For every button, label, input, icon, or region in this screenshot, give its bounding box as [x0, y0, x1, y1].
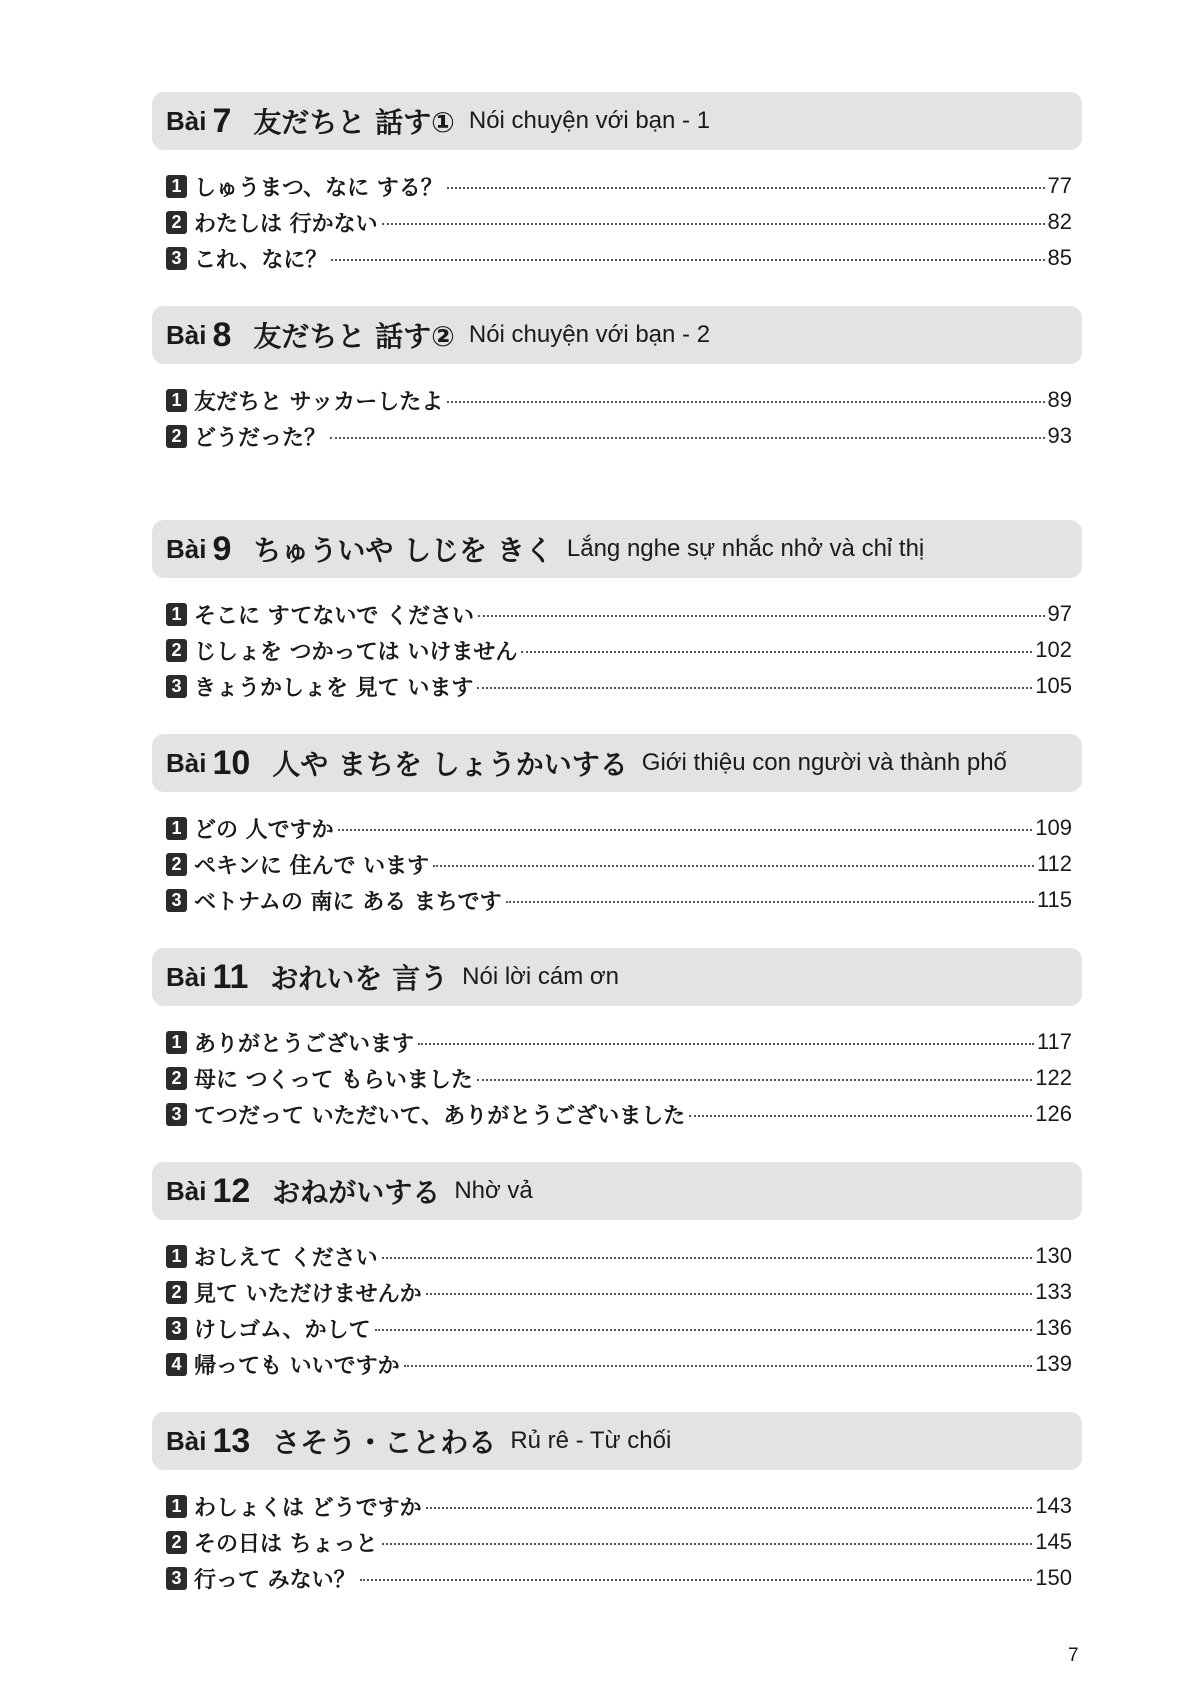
lesson-title-jp: おれいを 言う: [270, 962, 449, 995]
toc-entry[interactable]: [166, 168, 1072, 204]
toc-entry[interactable]: [166, 1274, 1072, 1310]
lesson-13: [152, 1412, 1082, 1626]
lesson-items: [152, 382, 1082, 454]
item-page-number: 82: [1047, 209, 1072, 234]
item-number-badge: 2: [166, 425, 187, 448]
item-title: ありがとうございます: [194, 1031, 415, 1057]
dot-leader: [477, 687, 1032, 689]
lesson-items: [152, 810, 1082, 918]
lesson-title-jp: ちゅういや しじを きく: [253, 534, 553, 567]
lesson-title-jp: おねがいする: [272, 1176, 441, 1209]
lesson-items: [152, 596, 1082, 704]
lesson-title-jp: 友だちと 話す②: [253, 320, 455, 353]
lesson-title-vn: Nói lời cám ơn: [462, 963, 620, 990]
toc-entry[interactable]: [166, 632, 1072, 668]
item-number-badge: 3: [166, 1567, 187, 1590]
toc-entry[interactable]: [166, 382, 1072, 418]
item-number-badge: 2: [166, 1067, 187, 1090]
toc-entry[interactable]: [166, 1060, 1072, 1096]
lesson-items: [152, 168, 1082, 276]
dot-leader: [331, 259, 1044, 261]
dot-leader: [360, 1579, 1033, 1581]
toc-entry[interactable]: [166, 1524, 1072, 1560]
item-number-badge: 1: [166, 389, 187, 412]
item-number-badge: 1: [166, 603, 187, 626]
lesson-header: [152, 92, 1082, 150]
item-title: ペキンに 住んで います: [194, 853, 430, 879]
toc-entry[interactable]: [166, 1024, 1072, 1060]
item-page-number: 126: [1035, 1101, 1072, 1126]
lesson-number: 12: [212, 1171, 251, 1210]
lesson-title-vn: Lắng nghe sự nhắc nhở và chỉ thị: [566, 535, 925, 562]
toc-entry[interactable]: [166, 810, 1072, 846]
toc-entry[interactable]: [166, 240, 1072, 276]
toc-entry[interactable]: [166, 1096, 1072, 1132]
item-title: そこに すてないで ください: [194, 603, 474, 629]
item-title: しゅうまつ、なに する？: [194, 175, 443, 201]
lesson-number: 9: [212, 529, 232, 568]
item-title: その日は ちょっと: [194, 1531, 378, 1557]
item-title: わしょくは どうですか: [194, 1495, 422, 1521]
item-page-number: 130: [1035, 1243, 1072, 1268]
item-number-badge: 2: [166, 639, 187, 662]
lesson-items: [152, 1238, 1082, 1382]
item-number-badge: 3: [166, 675, 187, 698]
dot-leader: [404, 1365, 1033, 1367]
lesson-label: Bài: [166, 1175, 207, 1206]
dot-leader: [330, 437, 1045, 439]
lesson-number: 11: [212, 957, 249, 996]
lesson-items: [152, 1488, 1082, 1596]
lesson-12: [152, 1162, 1082, 1412]
lesson-number: 7: [212, 101, 232, 140]
dot-leader: [418, 1043, 1034, 1045]
item-page-number: 77: [1047, 173, 1072, 198]
item-page-number: 109: [1035, 815, 1072, 840]
item-number-badge: 1: [166, 1031, 187, 1054]
lesson-header: [152, 520, 1082, 578]
dot-leader: [433, 865, 1034, 867]
toc-entry[interactable]: [166, 668, 1072, 704]
toc-entry[interactable]: [166, 846, 1072, 882]
item-page-number: 145: [1035, 1529, 1072, 1554]
lesson-title-vn: Giới thiệu con người và thành phố: [641, 749, 1007, 776]
item-title: ベトナムの 南に ある まちです: [194, 889, 502, 915]
item-page-number: 122: [1035, 1065, 1072, 1090]
item-number-badge: 2: [166, 1531, 187, 1554]
toc-entry[interactable]: [166, 1488, 1072, 1524]
lesson-title-vn: Nói chuyện với bạn - 1: [468, 107, 711, 134]
item-number-badge: 3: [166, 889, 187, 912]
dot-leader: [689, 1115, 1032, 1117]
lesson-title-vn: Nhờ vả: [454, 1177, 533, 1204]
lesson-header: [152, 1412, 1082, 1470]
lesson-header: [152, 306, 1082, 364]
item-page-number: 97: [1047, 601, 1072, 626]
item-page-number: 89: [1047, 387, 1072, 412]
lesson-11: [152, 948, 1082, 1162]
lesson-number: 8: [212, 315, 232, 354]
dot-leader: [382, 1543, 1033, 1545]
item-title: 友だちと サッカーしたよ: [194, 389, 444, 415]
item-number-badge: 1: [166, 817, 187, 840]
lesson-label: Bài: [166, 319, 207, 350]
item-page-number: 133: [1035, 1279, 1072, 1304]
table-of-contents: [152, 92, 1082, 1626]
dot-leader: [478, 615, 1045, 617]
item-number-badge: 4: [166, 1353, 187, 1376]
item-number-badge: 2: [166, 1281, 187, 1304]
item-page-number: 115: [1036, 887, 1072, 912]
toc-entry[interactable]: [166, 596, 1072, 632]
toc-entry[interactable]: [166, 882, 1072, 918]
toc-entry[interactable]: [166, 1238, 1072, 1274]
dot-leader: [426, 1293, 1033, 1295]
lesson-title-jp: さそう・ことわる: [272, 1426, 497, 1459]
item-number-badge: 1: [166, 1245, 187, 1268]
item-title: 見て いただけませんか: [194, 1281, 422, 1307]
item-title: どの 人ですか: [194, 817, 334, 843]
lesson-header: [152, 948, 1082, 1006]
lesson-8: [152, 306, 1082, 520]
lesson-header: [152, 734, 1082, 792]
dot-leader: [426, 1507, 1033, 1509]
dot-leader: [477, 1079, 1032, 1081]
dot-leader: [521, 651, 1032, 653]
page-number: 7: [1068, 1645, 1079, 1666]
item-page-number: 102: [1035, 637, 1072, 662]
item-page-number: 139: [1035, 1351, 1072, 1376]
lesson-label: Bài: [166, 105, 207, 136]
item-page-number: 112: [1036, 851, 1072, 876]
item-page-number: 136: [1035, 1315, 1072, 1340]
lesson-number: 13: [212, 1421, 251, 1460]
lesson-10: [152, 734, 1082, 948]
lesson-number: 10: [212, 743, 251, 782]
dot-leader: [447, 401, 1044, 403]
item-number-badge: 3: [166, 1317, 187, 1340]
lesson-title-vn: Rủ rê - Từ chối: [510, 1427, 672, 1454]
toc-entry[interactable]: [166, 418, 1072, 454]
item-number-badge: 3: [166, 247, 187, 270]
item-page-number: 150: [1035, 1565, 1072, 1590]
lesson-header: [152, 1162, 1082, 1220]
dot-leader: [338, 829, 1033, 831]
dot-leader: [382, 1257, 1033, 1259]
dot-leader: [506, 901, 1034, 903]
item-title: 行って みない？: [194, 1567, 356, 1593]
item-page-number: 105: [1035, 673, 1072, 698]
item-page-number: 117: [1036, 1029, 1072, 1054]
item-title: 母に つくって もらいました: [194, 1067, 473, 1093]
item-number-badge: 2: [166, 853, 187, 876]
lesson-9: [152, 520, 1082, 734]
lesson-title-vn: Nói chuyện với bạn - 2: [468, 321, 711, 348]
item-page-number: 93: [1047, 423, 1072, 448]
lesson-7: [152, 92, 1082, 306]
toc-entry[interactable]: [166, 1310, 1072, 1346]
dot-leader: [447, 187, 1045, 189]
item-number-badge: 1: [166, 1495, 187, 1518]
item-title: てつだって いただいて、ありがとうございました: [194, 1103, 686, 1129]
item-page-number: 85: [1047, 245, 1072, 270]
lesson-label: Bài: [166, 533, 207, 564]
toc-entry[interactable]: [166, 1346, 1072, 1382]
item-page-number: 143: [1035, 1493, 1072, 1518]
item-title: わたしは 行かない: [194, 211, 378, 237]
lesson-label: Bài: [166, 1425, 207, 1456]
item-title: きょうかしょを 見て います: [194, 675, 474, 701]
lesson-label: Bài: [166, 961, 207, 992]
lesson-label: Bài: [166, 747, 207, 778]
item-title: どうだった？: [194, 425, 327, 451]
dot-leader: [382, 223, 1045, 225]
lesson-items: [152, 1024, 1082, 1132]
toc-entry[interactable]: [166, 1560, 1072, 1596]
item-title: これ、なに？: [194, 247, 328, 273]
item-number-badge: 1: [166, 175, 187, 198]
dot-leader: [375, 1329, 1033, 1331]
lesson-title-jp: 人や まちを しょうかいする: [272, 748, 628, 781]
item-title: じしょを つかっては いけません: [194, 639, 518, 665]
item-title: けしゴム、かして: [194, 1317, 371, 1343]
item-number-badge: 3: [166, 1103, 187, 1126]
item-title: おしえて ください: [194, 1245, 378, 1271]
item-number-badge: 2: [166, 211, 187, 234]
item-title: 帰っても いいですか: [194, 1353, 400, 1379]
lesson-title-jp: 友だちと 話す①: [253, 106, 455, 139]
toc-entry[interactable]: [166, 204, 1072, 240]
